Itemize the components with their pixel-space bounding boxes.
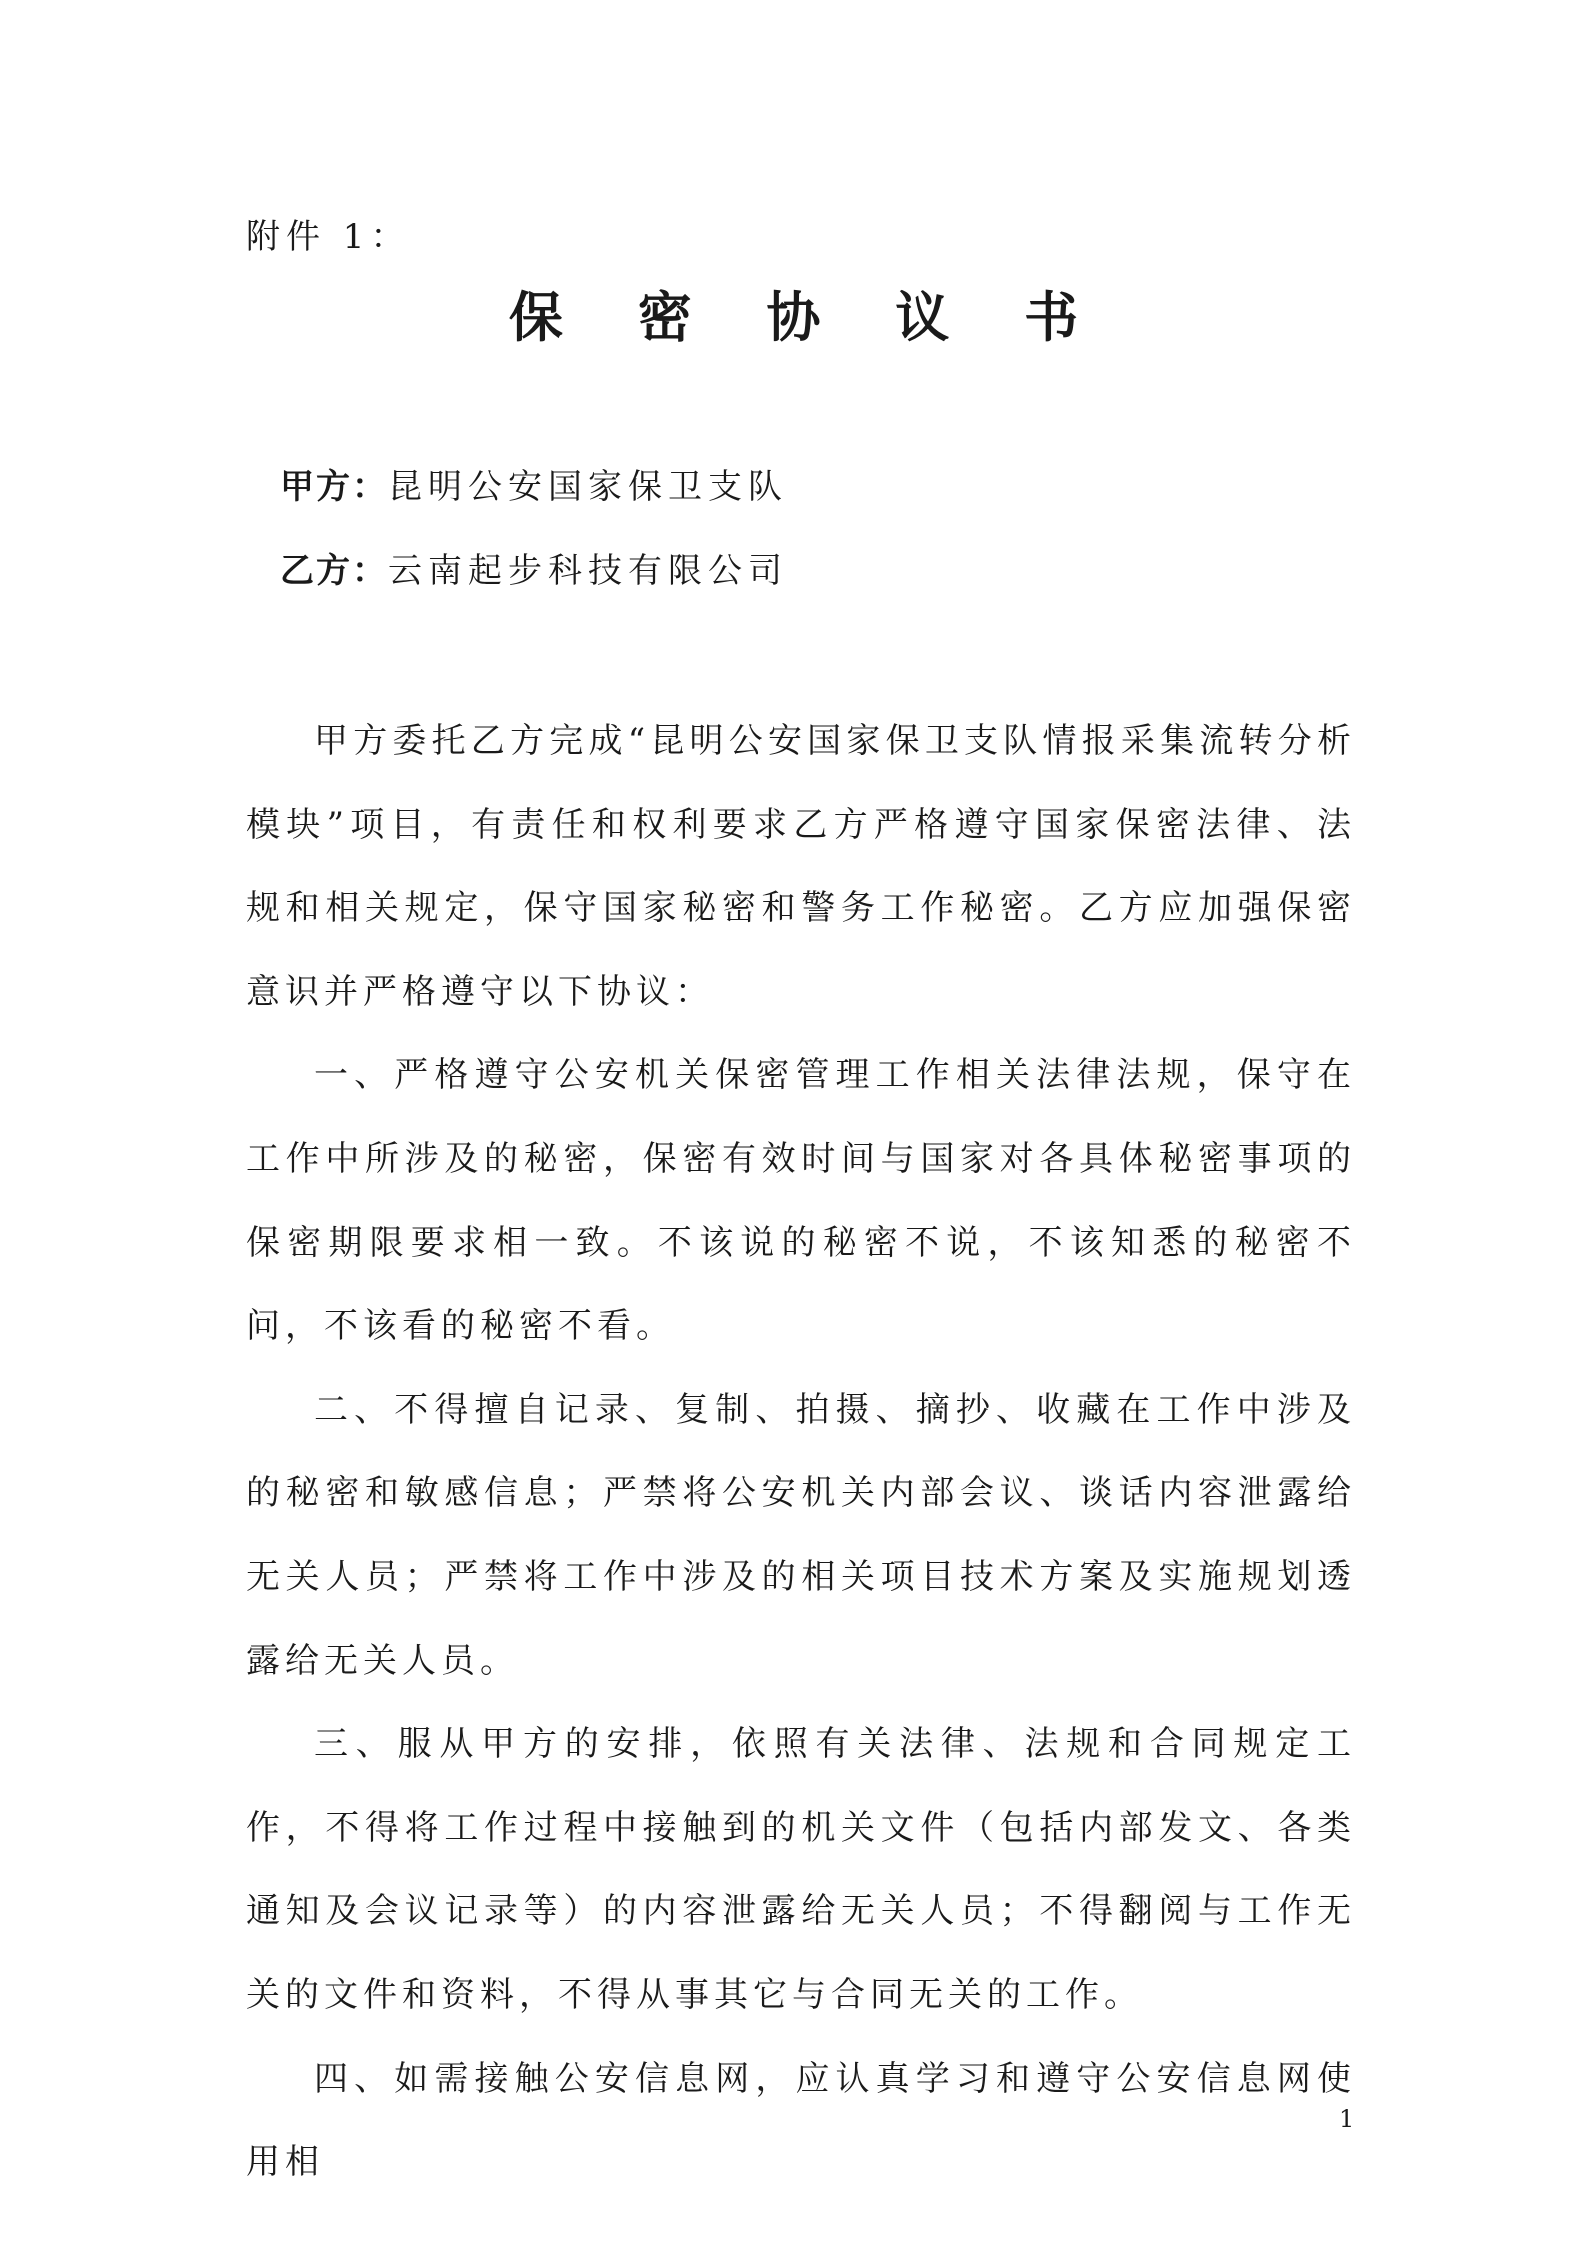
- party-b-name: 云南起步科技有限公司: [388, 551, 788, 591]
- intro-paragraph: 甲方委托乙方完成“昆明公安国家保卫支队情报采集流转分析模块”项目，有责任和权利要求乙方严格遵守国家保密法律、法规和相关规定，保守国家秘密和警务工作秘密。乙方应加强保密意识并严格遵守以下协议：: [246, 721, 1356, 1012]
- party-a-line: [280, 462, 788, 512]
- page-number: 1: [1339, 2105, 1355, 2133]
- document-title: 保 密 协 议 书: [508, 286, 1107, 349]
- party-b-line: [280, 546, 788, 596]
- attachment-label: 附件 1：: [246, 217, 411, 257]
- clause-1-paragraph: 一、严格遵守公安机关保密管理工作相关法律法规，保守在工作中所涉及的秘密，保密有效时间与国家对各具体秘密事项的保密期限要求相一致。不该说的秘密不说，不该知悉的秘密不问，不该看的秘密不看。: [246, 1055, 1356, 1347]
- agreement-body: [246, 700, 1356, 2205]
- clause-4-paragraph: 四、如需接触公安信息网，应认真学习和遵守公安信息网使用相: [246, 2058, 1356, 2183]
- party-a-label: 甲方：: [280, 467, 388, 507]
- clause-2-paragraph: 二、不得擅自记录、复制、拍摄、摘抄、收藏在工作中涉及的秘密和敏感信息；严禁将公安机关内部会议、谈话内容泄露给无关人员；严禁将工作中涉及的相关项目技术方案及实施规划透露给无关人员。: [246, 1389, 1356, 1681]
- clause-3-paragraph: 三、服从甲方的安排，依照有关法律、法规和合同规定工作，不得将工作过程中接触到的机关文件（包括内部发文、各类通知及会议记录等）的内容泄露给无关人员；不得翻阅与工作无关的文件和资料，不得从事其它与合同无关的工作。: [246, 1724, 1356, 2015]
- party-a-name: 昆明公安国家保卫支队: [388, 467, 788, 507]
- party-b-label: 乙方：: [280, 551, 388, 591]
